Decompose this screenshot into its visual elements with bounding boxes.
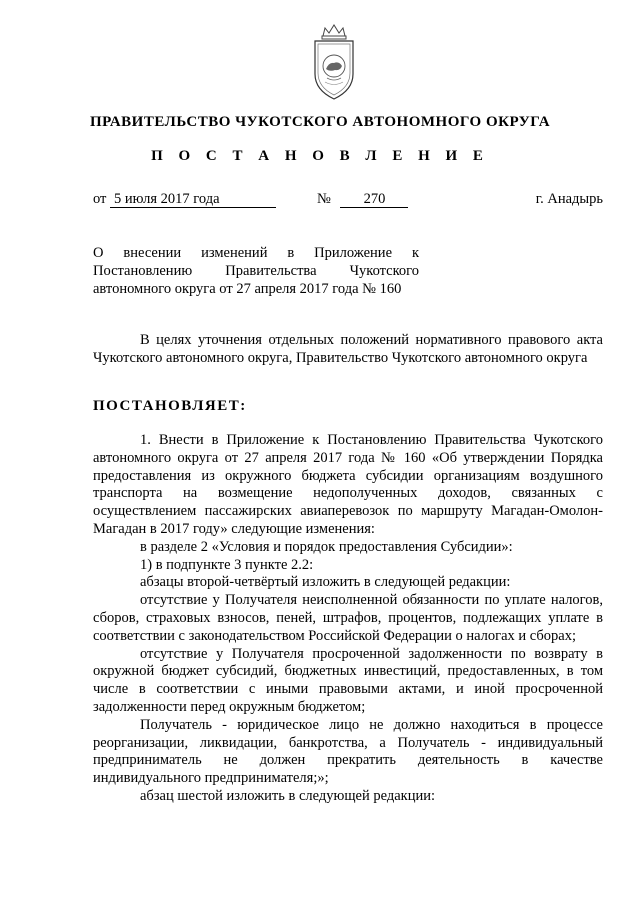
number-label: № xyxy=(317,191,331,207)
number-block xyxy=(317,191,408,208)
document-city: г. Анадырь xyxy=(535,191,603,207)
date-block xyxy=(93,191,276,208)
paragraph: отсутствие у Получателя просроченной задолженности по возврату в окружной бюджет субсидий, бюджетных инвестиций, предоставленных, в том числе в соответствии с иными правовыми актами, и иной просроченной задолженности перед окружным бюджетом; xyxy=(93,645,603,715)
paragraph: Получатель - юридическое лицо не должно находиться в процессе реорганизации, ликвидации, банкротства, а Получатель - индивидуальный предприниматель не должен прекратить деятельность в качестве индивидуального предпринимателя;»; xyxy=(93,716,603,787)
preamble: В целях уточнения отдельных положений нормативного правового акта Чукотского автономного округа, Правительство Чукотского автономного округа xyxy=(93,332,603,366)
government-title: ПРАВИТЕЛЬСТВО ЧУКОТСКОГО АВТОНОМНОГО ОКРУГА xyxy=(89,114,551,130)
paragraph: абзацы второй-четвёртый изложить в следующей редакции: xyxy=(140,574,511,591)
paragraph: отсутствие у Получателя неисполненной обязанности по уплате налогов, сборов, страховых взносов, пеней, штрафов, процентов, подлежащих уплате в соответствии с законодательством Российской Федерации о налогах и сборах; xyxy=(93,592,603,644)
paragraph: абзац шестой изложить в следующей редакции: xyxy=(140,787,435,804)
paragraph: 1) в подпункте 3 пункте 2.2: xyxy=(140,556,314,573)
from-label: от xyxy=(93,191,107,207)
paragraph: в разделе 2 «Условия и порядок предоставления Субсидии»: xyxy=(140,538,513,555)
document-type: П О С Т А Н О В Л Е Н И Е xyxy=(151,148,489,164)
chukotka-coat-of-arms-icon xyxy=(305,22,363,104)
document-meta xyxy=(93,191,603,211)
document-subject: О внесении изменений в Приложение к Постановлению Правительства Чукотского автономного округа от 27 апреля 2017 года № 160 xyxy=(93,245,419,297)
paragraph: 1. Внести в Приложение к Постановлению Правительства Чукотского автономного округа от 27 апреля 2017 года № 160 «Об утверждении Порядка предоставления из окружного бюджета субсидии организациям воздушного транспорта на возмещение недополученных доходов, связанных с осуществлением пассажирских авиаперевозок по маршруту Магадан-Омолон-Магадан в 2017 году» следующие изменения: xyxy=(93,432,603,537)
document-number: 270 xyxy=(340,191,408,208)
document-date: 5 июля 2017 года xyxy=(110,191,276,208)
decree-heading: ПОСТАНОВЛЯЕТ: xyxy=(93,398,247,414)
document-body xyxy=(93,432,603,806)
